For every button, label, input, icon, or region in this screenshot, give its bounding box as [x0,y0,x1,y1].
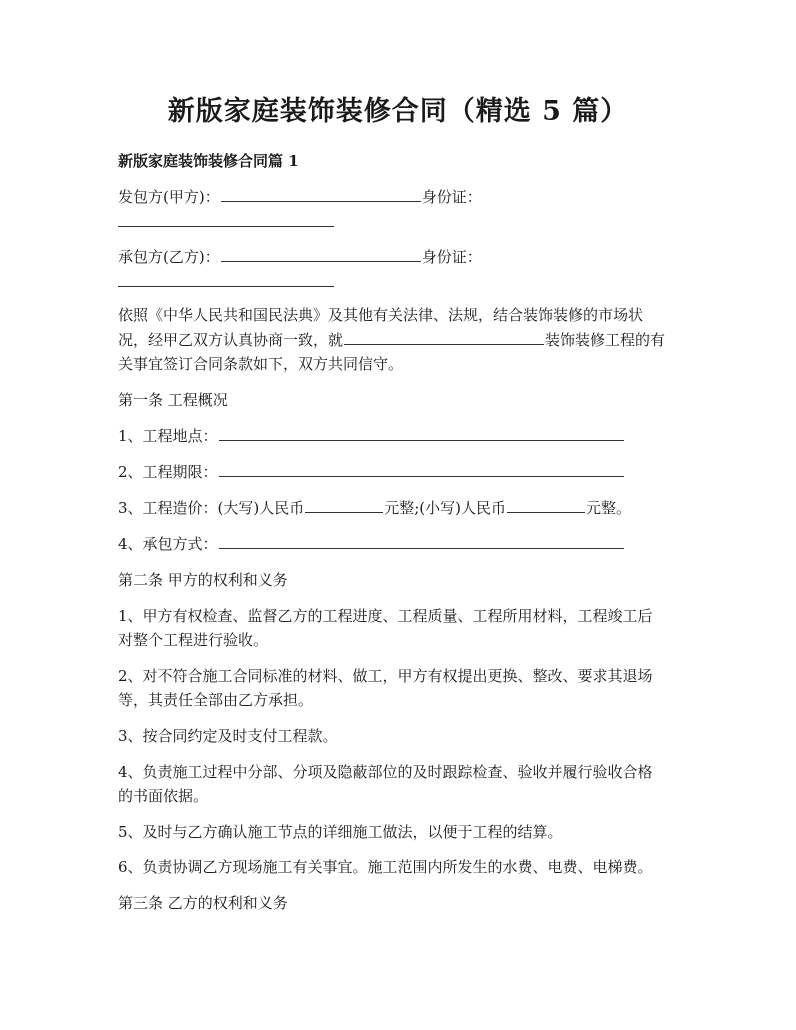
intro-line-2-start: 况，经甲乙双方认真协商一致，就 [118,331,344,349]
article-2-clause-1-line-1: 1、甲方有权检查、监督乙方的工程进度、工程质量、工程所用材料，工程竣工后 [118,607,653,625]
party-a-id-blank [118,226,334,227]
item-2-label: 2、工程期限： [118,463,218,481]
intro-line-2-end: 装饰装修工程的有 [545,331,666,349]
intro-line-2 [118,328,665,352]
party-b-id-blank [118,286,334,287]
amount-upper-blank [305,498,383,513]
article-1-heading: 第一条 工程概况 [118,391,228,409]
party-a-label: 发包方(甲方)： [118,188,220,206]
item-3-mid: 元整;(小写)人民币 [384,499,507,517]
party-b-id-label: 身份证： [421,248,482,266]
article-2-clause-2-line-1: 2、对不符合施工合同标准的材料、做工，甲方有权提出更换、整改、要求其退场 [118,667,653,685]
party-b-label: 承包方(乙方)： [118,248,220,266]
party-a-id-label: 身份证： [421,188,482,206]
article-2-clause-6: 6、负责协调乙方现场施工有关事宜。施工范围内所发生的水费、电费、电梯费。 [118,858,653,876]
intro-line-1: 依照《中华人民共和国民法典》及其他有关法律、法规，结合装饰装修的市场状 [118,306,644,324]
article-2-clause-3: 3、按合同约定及时支付工程款。 [118,727,338,745]
party-a-line [118,185,482,209]
item-2-blank [219,462,624,477]
party-b-line [118,245,482,269]
item-3-label: 3、工程造价：(大写)人民币 [118,499,305,517]
item-4-label: 4、承包方式： [118,535,218,553]
article-2-clause-4-line-1: 4、负责施工过程中分部、分项及隐蔽部位的及时跟踪检查、验收并履行验收合格 [118,763,653,781]
article-3-heading: 第三条 乙方的权利和义务 [118,894,288,912]
document-title: 新版家庭装饰装修合同（精选 5 篇） [167,96,629,127]
article-1-item-1 [118,424,625,448]
article-2-heading: 第二条 甲方的权利和义务 [118,571,288,589]
item-4-blank [219,534,624,549]
article-1-item-3 [118,496,631,520]
section-heading: 新版家庭装饰装修合同篇 1 [118,152,299,170]
item-3-end: 元整。 [586,499,632,517]
article-2-clause-5: 5、及时与乙方确认施工节点的详细施工做法，以便于工程的结算。 [118,823,563,841]
article-2-clause-4-line-2: 的书面依据。 [118,787,209,805]
article-2-clause-1-line-2: 对整个工程进行验收。 [118,631,269,649]
article-2-clause-2-line-2: 等，其责任全部由乙方承担。 [118,691,314,709]
article-1-item-4 [118,532,625,556]
item-1-label: 1、工程地点： [118,427,218,445]
intro-line-3: 关事宜签订合同条款如下，双方共同信守。 [118,355,404,373]
amount-lower-blank [507,498,585,513]
item-1-blank [219,426,624,441]
party-b-blank [221,247,421,262]
project-name-blank [344,330,544,345]
article-1-item-2 [118,460,625,484]
party-a-blank [221,187,421,202]
